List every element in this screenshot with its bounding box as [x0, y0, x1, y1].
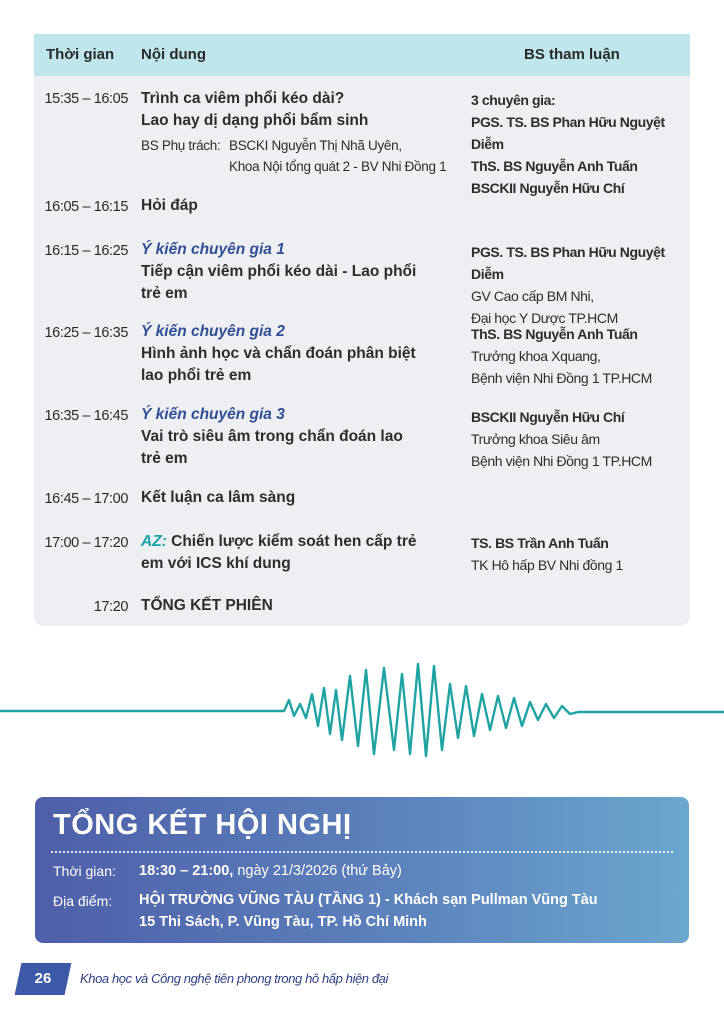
table-header: [34, 34, 690, 76]
row-speakers: [471, 532, 687, 576]
dotted-divider: [51, 851, 673, 853]
row-time: 16:05 – 16:15: [44, 199, 128, 215]
speaker-line: Trưởng khoa Siêu âm: [471, 431, 600, 447]
row-speakers: [471, 241, 687, 329]
content-line: trẻ em: [141, 450, 188, 467]
row-speakers: [471, 89, 687, 199]
content-line: Vai trò siêu âm trong chẩn đoán lao: [141, 428, 403, 445]
content-line: Trình ca viêm phổi kéo dài?: [141, 90, 345, 107]
row-time: 16:35 – 16:45: [44, 408, 128, 424]
row-time: 17:00 – 17:20: [44, 535, 128, 551]
venue-hotel: - Khách sạn Pullman Vũng Tàu: [380, 892, 598, 908]
speaker-line: Đại học Y Dược TP.HCM: [471, 310, 618, 326]
time-date: ngày 21/3/2026 (thứ Bảy): [233, 863, 402, 879]
content-line: lao phổi trẻ em: [141, 367, 252, 384]
content-line: Tiếp cận viêm phổi kéo dài - Lao phổi: [141, 263, 417, 280]
row-speakers: [471, 323, 687, 389]
speaker-line: BSCKII Nguyễn Hữu Chí: [471, 180, 625, 196]
content-line: trẻ em: [141, 285, 188, 302]
speaker-line: PGS. TS. BS Phan Hữu Nguyệt Diễm: [471, 244, 665, 282]
speaker-line: ThS. BS Nguyễn Anh Tuấn: [471, 158, 638, 174]
speaker-line: Bệnh viện Nhi Đồng 1 TP.HCM: [471, 453, 652, 469]
row-content: [141, 595, 471, 617]
venue-hall: HỘI TRƯỜNG VŨNG TÀU (TẦNG 1): [139, 892, 381, 908]
expert-label: Ý kiến chuyên gia 3: [141, 406, 285, 423]
row-content: [141, 195, 471, 217]
row-time: 17:20: [93, 599, 128, 615]
content-line: em với ICS khí dung: [141, 555, 291, 572]
content-line: TỔNG KẾT PHIÊN: [141, 597, 273, 614]
speaker-line: Bệnh viện Nhi Đồng 1 TP.HCM: [471, 370, 652, 386]
soundwave-divider: [0, 650, 724, 770]
header-speakers: BS tham luận: [524, 46, 620, 63]
content-line: Chiến lược kiểm soát hen cấp trẻ: [171, 533, 417, 550]
header-content: Nội dung: [141, 46, 206, 63]
speaker-line: GV Cao cấp BM Nhi,: [471, 288, 594, 304]
row-content: [141, 404, 471, 470]
expert-label: Ý kiến chuyên gia 1: [141, 241, 285, 258]
row-time: 16:25 – 16:35: [44, 325, 128, 341]
row-content: [141, 239, 471, 305]
content-line: Hình ảnh học và chẩn đoán phân biệt: [141, 345, 416, 362]
row-content: [141, 531, 471, 575]
time-value: [139, 860, 402, 882]
header-time: Thời gian: [46, 46, 115, 63]
speaker-line: PGS. TS. BS Phan Hữu Nguyệt Diễm: [471, 114, 665, 152]
row-time: 16:15 – 16:25: [44, 243, 128, 259]
content-line: Hỏi đáp: [141, 197, 198, 214]
schedule-table: [34, 34, 690, 626]
summary-title: TỔNG KẾT HỘI NGHỊ: [53, 809, 352, 841]
responsible-dept: Khoa Nội tổng quát 2 - BV Nhi Đồng 1: [229, 159, 447, 174]
responsible-label: BS Phụ trách:: [141, 138, 221, 153]
row-content: [141, 487, 471, 509]
responsible-name: BSCKI Nguyễn Thị Nhã Uyên,: [229, 138, 402, 153]
content-line: Kết luận ca lâm sàng: [141, 489, 296, 506]
speaker-line: TS. BS Trần Anh Tuấn: [471, 535, 609, 551]
row-speakers: [471, 406, 687, 472]
expert-label: Ý kiến chuyên gia 2: [141, 323, 285, 340]
speaker-line: Trưởng khoa Xquang,: [471, 348, 601, 364]
row-time: 15:35 – 16:05: [44, 91, 128, 107]
row-content: [141, 88, 471, 177]
place-value: [139, 889, 598, 933]
responsible-doctor: [141, 135, 471, 177]
place-label: Địa điểm:: [53, 893, 113, 909]
speaker-line: BSCKII Nguyễn Hữu Chí: [471, 409, 625, 425]
speaker-line: 3 chuyên gia:: [471, 92, 556, 108]
az-label: AZ:: [141, 533, 167, 550]
speaker-line: TK Hô hấp BV Nhi đồng 1: [471, 557, 623, 573]
soundwave-line: [0, 664, 724, 756]
venue-address: 15 Thi Sách, P. Vũng Tàu, TP. Hồ Chí Minh: [139, 914, 427, 930]
row-content: [141, 321, 471, 387]
speaker-line: ThS. BS Nguyễn Anh Tuấn: [471, 326, 638, 342]
time-label: Thời gian:: [53, 863, 116, 879]
content-line: Lao hay dị dạng phổi bẩm sinh: [141, 112, 369, 129]
page-number: 26: [34, 970, 52, 987]
conference-summary-box: [35, 797, 689, 943]
time-range: 18:30 – 21:00,: [139, 863, 234, 879]
row-time: 16:45 – 17:00: [44, 491, 128, 507]
footer-tagline: Khoa học và Công nghệ tiên phong trong hô hấp hiện đại: [80, 971, 388, 986]
